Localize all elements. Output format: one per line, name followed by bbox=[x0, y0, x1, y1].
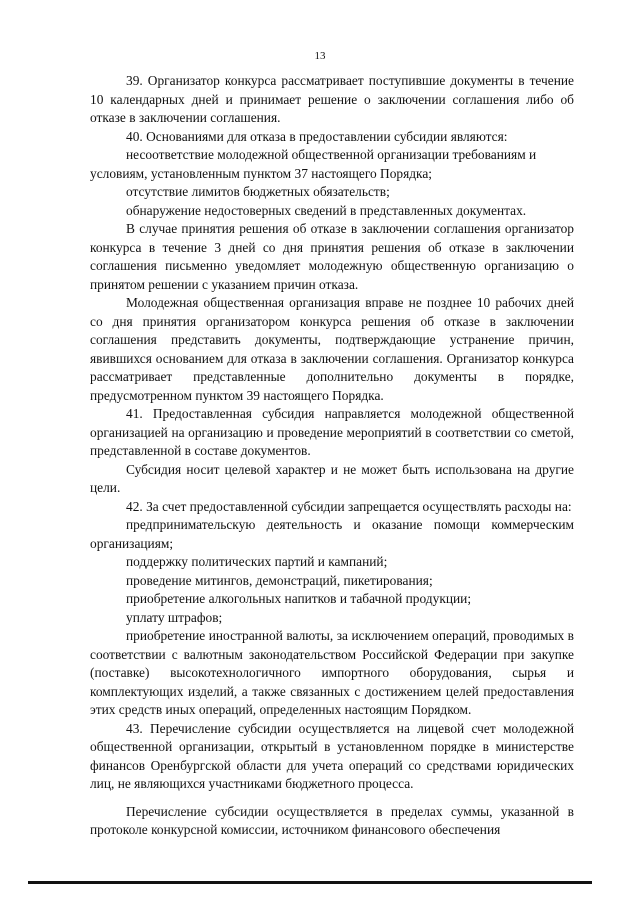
paragraph-43: 43. Перечисление субсидии осуществляется на лицевой счет молодежной общественной организации, открытый в установленном порядке в министерстве финансов Оренбургской области для учета операций со средствами юридических лиц, не являющихся участниками бюджетного процесса. bbox=[90, 720, 574, 791]
resubmission-paragraph: Молодежная общественная организация вправе не позднее 10 рабочих дней со дня принятия организатором конкурса решения об отказе в заключении соглашения представить документы, подтверждающие устранение причин, явившихся основанием для отказа в заключении соглашения. Организатор конкурса рассматривает представленные дополнительно документы в порядке, предусмотренном пунктом 39 настоящего Порядка. bbox=[90, 295, 574, 403]
refusal-reason-noncompliance: несоответствие молодежной общественной организации требованиям и условиям, установленным пунктом 37 настоящего Порядка; bbox=[90, 147, 537, 181]
page-number: 13 bbox=[314, 50, 326, 62]
prohibited-commercial: предпринимательскую деятельность и оказание помощи коммерческим организациям; bbox=[90, 517, 574, 551]
bottom-rule bbox=[28, 881, 592, 884]
paragraph-39: 39. Организатор конкурса рассматривает поступившие документы в течение 10 календарных дней и принимает решение о заключении соглашения либо об отказе в заключении соглашения. bbox=[90, 73, 574, 125]
document-body bbox=[90, 72, 574, 840]
refusal-notification-paragraph: В случае принятия решения об отказе в заключении соглашения организатор конкурса в течение 3 дней со дня принятия решения об отказе в заключении соглашения письменно уведомляет молодежную общественную организацию о принятом решении с указанием причин отказа. bbox=[90, 221, 574, 292]
paragraph-41: 41. Предоставленная субсидия направляется молодежной общественной организацией на организацию и проведение мероприятий в соответствии со сметой, представленной в составе документов. bbox=[90, 406, 574, 458]
paragraph-42: 42. За счет предоставленной субсидии запрещается осуществлять расходы на: bbox=[126, 498, 572, 514]
prohibited-foreign-currency: приобретение иностранной валюты, за исключением операций, проводимых в соответствии с валютным законодательством Российской Федерации при закупке (поставке) высокотехнологичного импортного оборудования, сырья и комплектующих изделий, а также связанных с достижением целей предоставления этих средств иных операций, определенных настоящим Порядком. bbox=[90, 628, 574, 717]
prohibited-political: поддержку политических партий и кампаний; bbox=[126, 554, 388, 569]
prohibited-alcohol-tobacco: приобретение алкогольных напитков и табачной продукции; bbox=[126, 591, 472, 606]
refusal-reason-false-data: обнаружение недостоверных сведений в представленных документах. bbox=[126, 202, 527, 218]
prohibited-fines: уплату штрафов; bbox=[126, 609, 223, 625]
prohibited-rallies: проведение митингов, демонстраций, пикетирования; bbox=[126, 572, 433, 588]
paragraph-40: 40. Основаниями для отказа в предоставлении субсидии являются: bbox=[126, 128, 508, 144]
targeted-use-paragraph: Субсидия носит целевой характер и не может быть использована на другие цели. bbox=[90, 461, 574, 495]
transfer-limit-paragraph: Перечисление субсидии осуществляется в пределах суммы, указанной в протоколе конкурсной комиссии, источником финансового обеспечения bbox=[90, 803, 574, 837]
refusal-reason-no-limits: отсутствие лимитов бюджетных обязательств; bbox=[126, 184, 390, 199]
